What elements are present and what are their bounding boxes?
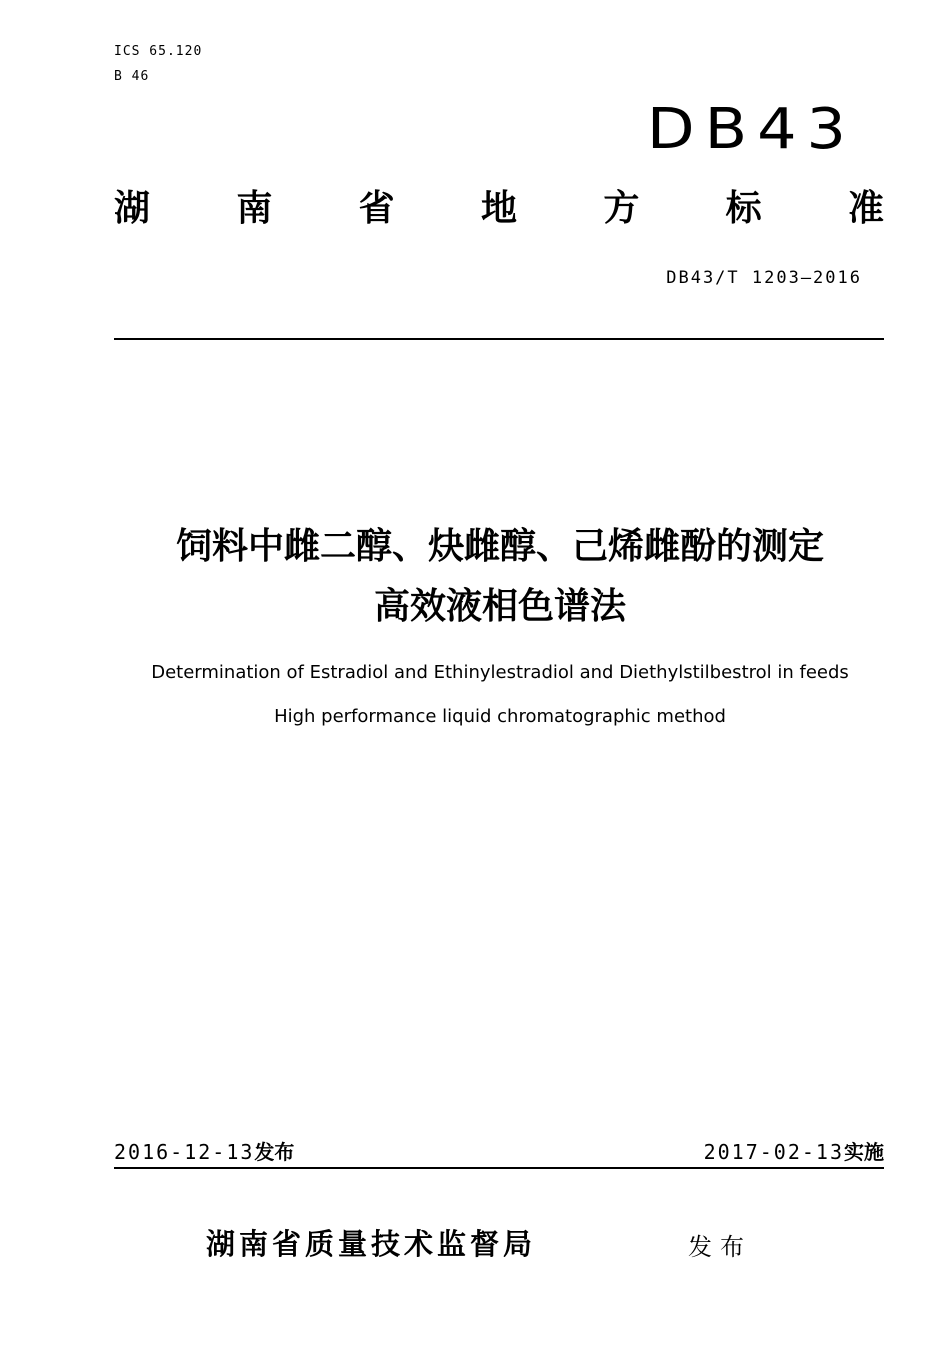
standard-type-char: 湖 <box>114 188 151 229</box>
standard-type-char: 标 <box>725 188 762 229</box>
standard-type-char: 准 <box>847 188 884 229</box>
standard-type-char: 省 <box>358 188 395 229</box>
standard-type-char: 地 <box>480 188 517 229</box>
implement-date-line <box>704 1136 884 1165</box>
title-en-line2: High performance liquid chromatographic method <box>274 706 726 727</box>
issuing-authority: 湖南省质量技术监督局 <box>206 1227 537 1261</box>
ics-code: ICS 65.120 <box>114 44 203 59</box>
standard-number: DB43/T 1203—2016 <box>666 268 862 288</box>
title-zh-line2: 高效液相色谱法 <box>373 586 626 627</box>
standard-type-char: 南 <box>236 188 273 229</box>
standard-mark: DB43 <box>646 95 856 162</box>
issue-date: 2016-12-13 <box>114 1140 255 1164</box>
bottom-divider <box>114 1167 884 1169</box>
classification-code: B 46 <box>114 69 150 84</box>
top-divider <box>114 338 884 340</box>
title-zh-line1: 饲料中雌二醇、炔雌醇、己烯雌酚的测定 <box>175 526 824 567</box>
implement-date: 2017-02-13 <box>703 1140 844 1164</box>
issuing-authority-suffix: 发布 <box>688 1233 752 1261</box>
implement-label: 实施 <box>844 1140 884 1164</box>
standard-type-heading <box>114 180 884 231</box>
standard-type-char: 方 <box>603 188 640 229</box>
title-en-line1: Determination of Estradiol and Ethinylestradiol and Diethylstilbestrol in feeds <box>151 662 849 683</box>
issue-label: 发布 <box>254 1140 295 1164</box>
issue-date-line <box>114 1136 294 1165</box>
